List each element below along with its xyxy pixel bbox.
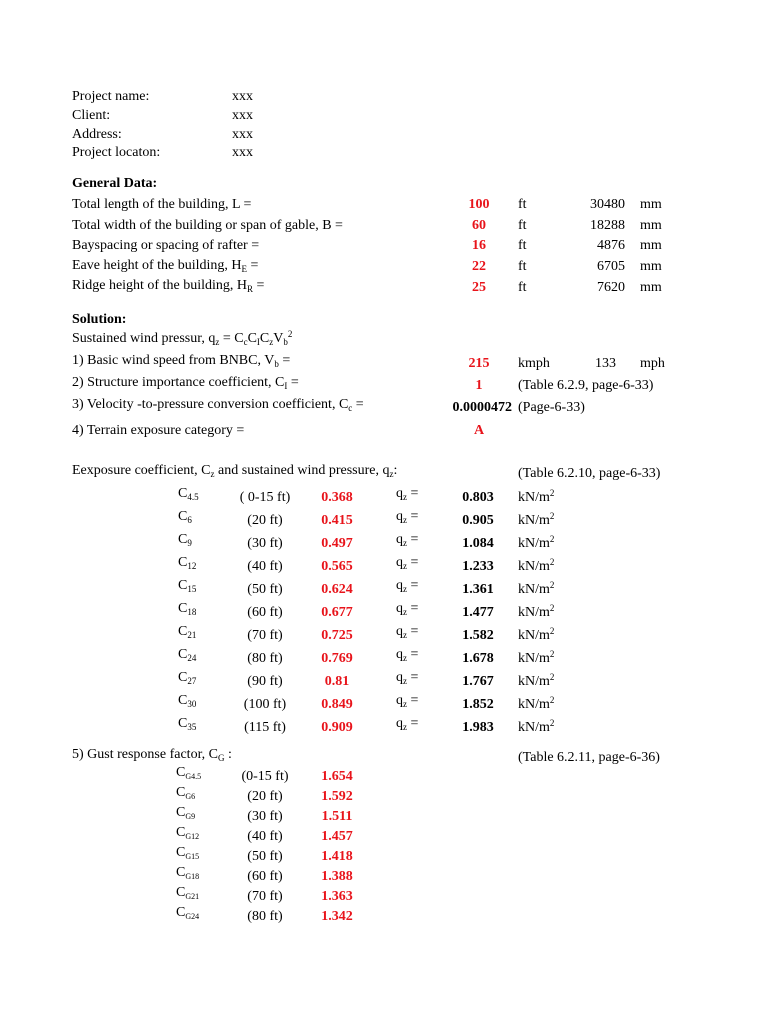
cz-label: $C_{15}$ [178, 578, 197, 594]
cz-height: (90 ft) [247, 674, 283, 689]
cz-height: ( 0-15 ft) [239, 490, 291, 505]
cz-subscript: 35 [187, 722, 197, 732]
bay-mm-unit: mm [640, 238, 662, 253]
project-location-value: xxx [232, 145, 253, 160]
cg-value: 1.654 [321, 769, 353, 784]
cz-label: $C_{24}$ [178, 647, 197, 663]
cg-height: (0-15 ft) [241, 769, 289, 784]
ridge-value: 25 [472, 280, 486, 295]
qz-label: $q_z$ = [396, 532, 419, 548]
item3-label: 3) Velocity -to-pressure conversion coefficient, $C_c$ = [72, 397, 364, 413]
qz-unit: $kN/m^2$ [518, 695, 555, 712]
width-unit: ft [518, 218, 527, 233]
cg-label: $C_{G9}$ [176, 805, 196, 821]
cg-label: $C_{G12}$ [176, 825, 200, 841]
qz-value: 1.084 [462, 536, 494, 551]
exposure-heading: Eexposure coefficient, $C_z$ and sustained wind pressure, $q_z$: [72, 463, 398, 479]
cz-subscript: 27 [187, 676, 197, 686]
solution-heading: Solution: [72, 312, 127, 327]
cz-height: (100 ft) [243, 697, 287, 712]
cz-height: (40 ft) [247, 559, 283, 574]
qz-label: $q_z$ = [396, 486, 419, 502]
qz-label: $q_z$ = [396, 601, 419, 617]
qz-unit: $kN/m^2$ [518, 580, 555, 597]
cg-height: (80 ft) [247, 909, 283, 924]
project-name-label: Project name: [72, 89, 150, 104]
cg-height: (20 ft) [247, 789, 283, 804]
cg-value: 1.388 [321, 869, 353, 884]
qz-label: $q_z$ = [396, 624, 419, 640]
cz-value: 0.565 [321, 559, 353, 574]
cz-subscript: 24 [187, 653, 197, 663]
cz-label: $C_{27}$ [178, 670, 197, 686]
cg-height: (40 ft) [247, 829, 283, 844]
qz-unit: $kN/m^2$ [518, 626, 555, 643]
cg-label: $C_{G21}$ [176, 885, 200, 901]
cg-label: $C_{G24}$ [176, 905, 200, 921]
qz-label: $q_z$ = [396, 693, 419, 709]
qz-value: 0.803 [462, 490, 494, 505]
bay-value: 16 [472, 238, 486, 253]
project-location-label: Project locaton: [72, 145, 161, 160]
cg-subscript: G18 [185, 872, 200, 881]
item4-label: 4) Terrain exposure category = [72, 423, 245, 438]
cz-label: $C_{35}$ [178, 716, 197, 732]
qz-unit: $kN/m^2$ [518, 603, 555, 620]
qz-value: 1.983 [462, 720, 494, 735]
item2-label: 2) Structure importance coefficient, $C_I$ = [72, 375, 299, 391]
qz-label: $q_z$ = [396, 578, 419, 594]
qz-value: 1.233 [462, 559, 494, 574]
conversion-value: 0.0000472 [452, 400, 512, 415]
cz-height: (50 ft) [247, 582, 283, 597]
cz-value: 0.677 [321, 605, 353, 620]
wind-speed-mph: 133 [595, 356, 616, 371]
address-value: xxx [232, 127, 253, 142]
cg-height: (60 ft) [247, 869, 283, 884]
cg-height: (50 ft) [247, 849, 283, 864]
ridge-unit: ft [518, 280, 527, 295]
eave-unit: ft [518, 259, 527, 274]
wind-speed-unit: kmph [518, 356, 550, 371]
address-label: Address: [72, 127, 122, 142]
cg-value: 1.363 [321, 889, 353, 904]
importance-ref: (Table 6.2.9, page-6-33) [518, 378, 654, 393]
ridge-label: Ridge height of the building, $H_R$ = [72, 278, 265, 294]
cz-label: $C_{12}$ [178, 555, 197, 571]
length-label: Total length of the building, L = [72, 197, 252, 212]
cz-value: 0.415 [321, 513, 353, 528]
cg-subscript: G6 [185, 792, 196, 801]
bay-unit: ft [518, 238, 527, 253]
cg-subscript: G21 [185, 892, 200, 901]
sustained-formula: Sustained wind pressur, $q_z = C_cC_IC_zV_b^2$ [72, 329, 293, 347]
general-data-heading: General Data: [72, 176, 158, 191]
qz-unit: $kN/m^2$ [518, 649, 555, 666]
bay-mm: 4876 [597, 238, 625, 253]
qz-unit: $kN/m^2$ [518, 488, 555, 505]
cg-height: (30 ft) [247, 809, 283, 824]
width-mm: 18288 [590, 218, 625, 233]
cz-height: (60 ft) [247, 605, 283, 620]
qz-label: $q_z$ = [396, 647, 419, 663]
cz-value: 0.909 [321, 720, 353, 735]
cz-value: 0.497 [321, 536, 353, 551]
cz-height: (30 ft) [247, 536, 283, 551]
length-unit: ft [518, 197, 527, 212]
cz-label: $C_9$ [178, 532, 192, 548]
cz-height: (115 ft) [244, 720, 286, 735]
cg-value: 1.457 [321, 829, 353, 844]
cz-height: (20 ft) [247, 513, 283, 528]
length-value: 100 [468, 197, 490, 212]
cz-height: (80 ft) [247, 651, 283, 666]
exposure-category-value: A [473, 423, 485, 438]
cg-height: (70 ft) [247, 889, 283, 904]
eave-mm-unit: mm [640, 259, 662, 274]
qz-unit: $kN/m^2$ [518, 511, 555, 528]
cz-subscript: 15 [187, 584, 197, 594]
qz-value: 1.767 [462, 674, 494, 689]
length-mm: 30480 [590, 197, 625, 212]
qz-value: 1.852 [462, 697, 494, 712]
cg-subscript: G12 [185, 832, 200, 841]
qz-value: 1.582 [462, 628, 494, 643]
qz-unit: $kN/m^2$ [518, 672, 555, 689]
cz-subscript: 18 [187, 607, 197, 617]
cz-subscript: 9 [187, 538, 192, 548]
cg-label: $C_{G18}$ [176, 865, 200, 881]
cz-subscript: 12 [187, 561, 197, 571]
cg-subscript: G24 [185, 912, 200, 921]
qz-label: $q_z$ = [396, 509, 419, 525]
cz-subscript: 21 [187, 630, 197, 640]
exposure-ref: (Table 6.2.10, page-6-33) [518, 466, 661, 481]
qz-label: $q_z$ = [396, 670, 419, 686]
gust-ref: (Table 6.2.11, page-6-36) [518, 750, 660, 765]
client-value: xxx [232, 108, 253, 123]
qz-value: 1.678 [462, 651, 494, 666]
item1-label: 1) Basic wind speed from BNBC, $V_b$ = [72, 353, 291, 369]
gust-heading: 5) Gust response factor, $C_G$ : [72, 747, 232, 763]
cz-label: $C_{21}$ [178, 624, 197, 640]
cz-value: 0.81 [324, 674, 350, 689]
cg-value: 1.511 [321, 809, 353, 824]
cz-label: $C_{18}$ [178, 601, 197, 617]
qz-label: $q_z$ = [396, 555, 419, 571]
project-name-value: xxx [232, 89, 253, 104]
cz-value: 0.849 [321, 697, 353, 712]
cg-value: 1.418 [321, 849, 353, 864]
wind-speed-mph-unit: mph [640, 356, 665, 371]
length-mm-unit: mm [640, 197, 662, 212]
cz-height: (70 ft) [247, 628, 283, 643]
cz-subscript: 4.5 [187, 492, 199, 502]
cg-label: $C_{G6}$ [176, 785, 196, 801]
qz-unit: $kN/m^2$ [518, 718, 555, 735]
cg-subscript: G4.5 [185, 772, 202, 781]
eave-mm: 6705 [597, 259, 625, 274]
qz-unit: $kN/m^2$ [518, 534, 555, 551]
cz-subscript: 30 [187, 699, 197, 709]
cz-value: 0.624 [321, 582, 353, 597]
eave-label: Eave height of the building, $H_E$ = [72, 258, 259, 274]
cg-label: $C_{G15}$ [176, 845, 200, 861]
ridge-mm-unit: mm [640, 280, 662, 295]
qz-unit: $kN/m^2$ [518, 557, 555, 574]
cz-subscript: 6 [187, 515, 192, 525]
eave-value: 22 [472, 259, 486, 274]
importance-value: 1 [475, 378, 483, 393]
qz-value: 1.477 [462, 605, 494, 620]
cz-label: $C_{4.5}$ [178, 486, 199, 502]
cg-label: $C_{G4.5}$ [176, 765, 202, 781]
cg-subscript: G15 [185, 852, 200, 861]
qz-value: 0.905 [462, 513, 494, 528]
width-mm-unit: mm [640, 218, 662, 233]
qz-value: 1.361 [462, 582, 494, 597]
width-label: Total width of the building or span of gable, B = [72, 218, 343, 233]
cz-value: 0.769 [321, 651, 353, 666]
wind-speed-value: 215 [468, 356, 490, 371]
client-label: Client: [72, 108, 111, 123]
cz-value: 0.725 [321, 628, 353, 643]
cg-value: 1.342 [321, 909, 353, 924]
qz-label: $q_z$ = [396, 716, 419, 732]
bay-label: Bayspacing or spacing of rafter = [72, 238, 260, 253]
cz-value: 0.368 [321, 490, 353, 505]
cz-label: $C_{30}$ [178, 693, 197, 709]
cg-subscript: G9 [185, 812, 196, 821]
conversion-ref: (Page-6-33) [518, 400, 585, 415]
cg-value: 1.592 [321, 789, 353, 804]
width-value: 60 [472, 218, 486, 233]
ridge-mm: 7620 [597, 280, 625, 295]
cz-label: $C_6$ [178, 509, 192, 525]
